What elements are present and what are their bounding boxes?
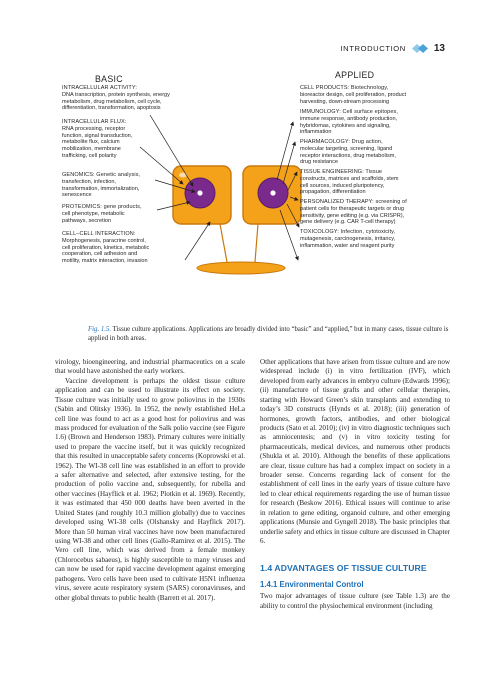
applied-block-immunology: IMMUNOLOGY: Cell surface epitopes, immune response, antibody production, hybridomas, cytokines and signaling, inflammation <box>300 109 399 136</box>
left-paragraph: Vaccine development is perhaps the oldest tissue culture application and can be used to illustrate its effect on society. Tissue culture was initially used to grow poliovirus in the 1930s (Sabin and Olitsky 1936). In 1952, the newly established HeLa cell line was found to act as a good host for poliovirus and was mass produced for evaluation of the Salk polio vaccine (see Figure 1.6) (Brown and Henderson 1983). Primary cultures were initially used to prepare the vaccine itself, but it was quickly recognized that this resulted in unacceptable safety concerns (Koprowski et al. 1962). The WI-38 cell line was established in an effort to provide a safer alternative and selected, after extensive testing, for the production of polio vaccine and, subsequently, for rubella and other vaccines (Hayflick et al. 1962; Plotkin et al. 1969). Recently, it was estimated that 450 000 deaths have been averted in the United States (and roughly 10.3 million globally) due to vaccines developed using WI-38 cells (Olshansky and Hayflick 2017). More than 50 human viral vaccines have now been manufactured using WI-38 and other cell lines (Gallo-Ramirez et al. 2015). The Vero cell line, which was derived from a female monkey (Chlorocebus sabaeus), is highly susceptible to many viruses and can now be used for rapid vaccine development against emerging pathogens. Vero cells have been used to cultivate H5N1 influenza virus, severe acute respiratory system (SARS) coronaviruses, and other global threats to public health (Barrett et al. 2017). <box>55 376 245 602</box>
figure-tissue-culture-applications <box>55 62 450 324</box>
right-paragraph: Other applications that have arisen from tissue culture and are now widespread include (i) in vitro fertilization (IVF), which developed from early advances in embryo culture (Edwards 1996); (ii) manufacture of tissue grafts and other cellular therapies, starting with Howard Green’s skin transplants and extending to today’s 3D constructs (Hynds et al. 2018); (iii) generation of hormones, growth factors, antibodies, and other biological products (Sato et al. 2010); (iv) in vitro diagnostic techniques such as amniocentesis; and (v) in vitro toxicity testing for pharmaceuticals, medical devices, and numerous other products (Shukla et al. 2010). Although the benefits of these applications are clear, tissue culture has had a complex impact on society in a broader sense. Concerns regarding lack of consent for the establishment of cell lines in the early years of tissue culture have led to clear ethical requirements regarding the use of human tissue for research (Beskow 2016). Ethical issues will continue to arise in relation to gene editing, organoid culture, and other emerging applications (Munsie and Gyngell 2018). The basic principles that underlie safety and ethics in tissue culture are discussed in Chapter 6. <box>260 358 450 546</box>
chevron-diamond-icon <box>412 44 428 53</box>
basic-block-cell-cell-interaction: CELL–CELL INTERACTION: Morphogenesis, paracrine control, cell proliferation, kinetics, metabolic cooperation, cell adhesion and motility, matrix interaction, invasion <box>62 231 150 265</box>
page-number: 13 <box>433 42 445 54</box>
basic-title: BASIC <box>95 74 123 84</box>
applied-block-cell-products: CELL PRODUCTS: Biotechnology, bioreactor design, cell proliferation, product harvesting, down-stream processing <box>300 85 407 105</box>
section-title: INTRODUCTION <box>340 43 406 53</box>
applied-block-personalized-therapy: PERSONALIZED THERAPY: screening of patient cells for therapeutic targets or drug sensitivity, gene editing (e.g. via CRISPR), gene delivery (e.g. CAR T-cell therapy) <box>300 199 407 226</box>
subsection-heading: 1.4.1 Environmental Control <box>260 579 364 589</box>
basic-block-proteomics: PROTEOMICS: gene products, cell phenotype, metabolic pathways, secretion <box>62 204 142 224</box>
figure-label: Fig. 1.5. <box>88 326 112 333</box>
left-column <box>55 358 245 603</box>
figure-caption <box>88 326 450 344</box>
section-heading: 1.4 ADVANTAGES OF TISSUE CULTURE <box>260 563 427 574</box>
caption-text: Tissue culture applications. Applications are broadly divided into “basic” and “applied,” but in many cases, tissue culture is applied in both areas. <box>88 326 449 342</box>
subsection-text: Two major advantages of tissue culture (see Table 1.3) are the ability to control the physiochemical environment (including <box>260 592 450 610</box>
applied-block-tissue-engineering: TISSUE ENGINEERING: Tissue constructs, matrices and scaffolds, stem cell sources, induced pluripotency, propagation, differentiation <box>300 169 399 196</box>
basic-block-genomics: GENOMICS: Genetic analysis, transfection, infection, transformation, immortalization, senescence <box>62 172 141 199</box>
matrix-ellipse <box>197 262 285 274</box>
applied-title: APPLIED <box>335 70 375 80</box>
right-column <box>260 358 450 611</box>
basic-block-intracellular-flux: INTRACELLULAR FLUX: RNA processing, receptor function, signal transduction, metabolite flux, calcium mobilization, membrane trafficking, cell polarity <box>62 119 133 159</box>
running-header <box>340 41 445 55</box>
applied-block-pharmacology: PHARMACOLOGY: Drug action, molecular targeting, screening, ligand receptor interactions, drug metabolism, drug resistance <box>300 139 396 166</box>
left-paragraph: virology, bioengineering, and industrial pharmaceutics on a scale that would have astonished the early workers. <box>55 358 245 376</box>
applied-block-toxicology: TOXICOLOGY: Infection, cytotoxicity, mutagenesis, carcinogenesis, irritancy, inflammation, water and reagent purity <box>300 229 396 249</box>
basic-block-intracellular-activity: INTRACELLULAR ACTIVITY: DNA transcription, protein synthesis, energy metabolism, drug metabolism, cell cycle, differentiation, transformation, apoptosis <box>62 85 170 112</box>
